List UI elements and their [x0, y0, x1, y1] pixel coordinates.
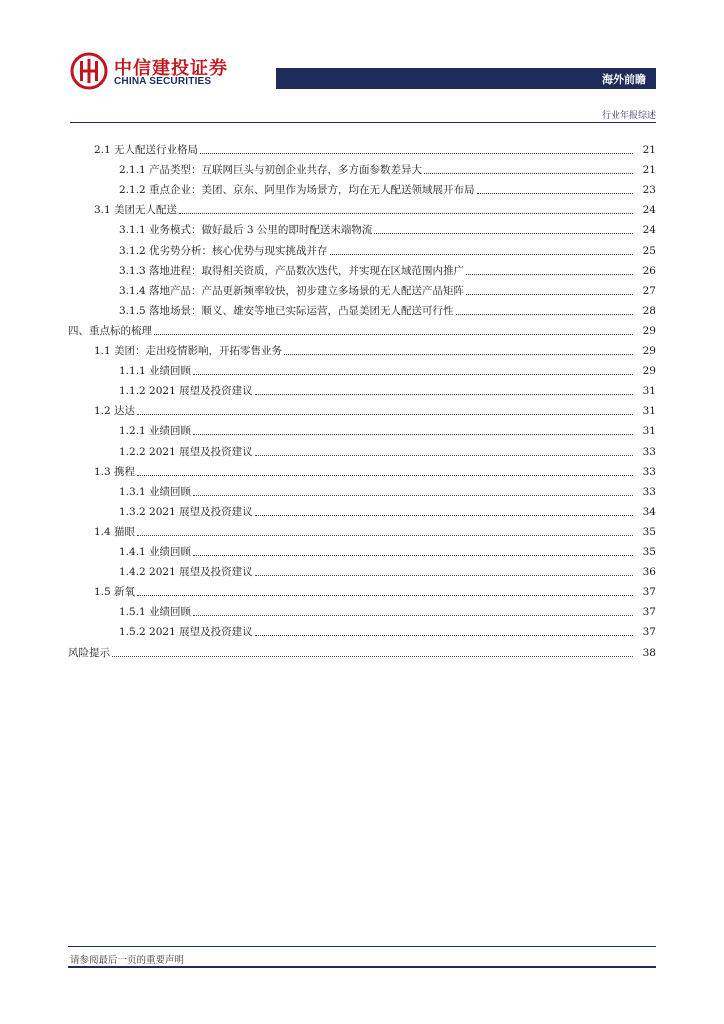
toc-leader-dots — [200, 152, 633, 154]
toc-entry-page: 31 — [642, 425, 656, 438]
toc-entry-page: 29 — [642, 365, 656, 378]
toc-entry-title: 1.4.1 业绩回顾 — [119, 546, 192, 558]
toc-entry[interactable] — [119, 358, 656, 378]
toc-entry-title: 3.1.5 落地场景：顺义、雄安等地已实际运营，凸显美团无人配送可行性 — [119, 304, 454, 317]
toc-entry-page: 24 — [642, 204, 656, 217]
toc-entry[interactable] — [94, 519, 656, 539]
footer-divider — [68, 946, 656, 947]
toc-leader-dots — [330, 253, 633, 255]
toc-entry-page: 37 — [642, 586, 656, 599]
toc-entry[interactable] — [119, 479, 656, 499]
toc-entry-page: 37 — [642, 606, 656, 619]
toc-entry-title: 3.1.3 落地进程：取得相关资质，产品数次迭代，并实现在区域范围内推广 — [119, 264, 465, 277]
toc-entry-page: 33 — [642, 485, 656, 498]
toc-leader-dots — [179, 212, 633, 214]
toc-entry-page: 26 — [642, 264, 656, 277]
toc-entry[interactable] — [94, 459, 656, 479]
toc-entry-page: 36 — [642, 566, 656, 579]
toc-entry-title: 1.3.1 业绩回顾 — [119, 485, 192, 498]
toc-entry[interactable] — [119, 177, 656, 197]
toc-leader-dots — [255, 634, 633, 636]
toc-leader-dots — [193, 433, 633, 435]
section-label: 海外前瞻 — [602, 73, 646, 86]
toc-entry-title: 1.4.2 2021 展望及投资建议 — [119, 566, 253, 579]
toc-entry[interactable] — [119, 157, 656, 177]
toc-entry[interactable] — [94, 398, 656, 418]
toc-leader-dots — [154, 333, 633, 335]
toc-entry[interactable] — [119, 238, 656, 258]
toc-entry-page: 35 — [642, 525, 656, 538]
toc-entry-page: 23 — [642, 184, 656, 197]
toc-leader-dots — [284, 353, 633, 355]
toc-entry[interactable] — [119, 378, 656, 398]
toc-leader-dots — [466, 273, 633, 275]
toc-entry-title: 2.1.1 产品类型：互联网巨头与初创企业共存，多方面参数差异大 — [119, 164, 423, 177]
toc-leader-dots — [137, 594, 633, 596]
toc-entry-page: 29 — [642, 324, 656, 337]
toc-entry-title: 1.5.1 业绩回顾 — [119, 606, 192, 619]
footer-bar — [68, 966, 656, 968]
toc-entry[interactable] — [119, 499, 656, 519]
toc-leader-dots — [255, 574, 633, 576]
toc-entry-title: 1.5.2 2021 展望及投资建议 — [119, 626, 253, 639]
toc-entry-title: 1.1 美团：走出疫情影响，开拓零售业务 — [94, 345, 283, 357]
header-bar — [276, 68, 656, 89]
toc-entry-title: 2.1 无人配送行业格局 — [94, 144, 199, 156]
toc-entry[interactable] — [119, 217, 656, 237]
toc-leader-dots — [137, 534, 633, 536]
header-divider — [70, 122, 656, 123]
toc-leader-dots — [193, 614, 633, 616]
toc-entry[interactable] — [94, 579, 656, 599]
toc-entry[interactable] — [119, 599, 656, 619]
toc-entry-page: 37 — [642, 626, 656, 639]
toc-leader-dots — [466, 293, 633, 295]
toc-entry-page: 25 — [642, 244, 656, 257]
toc-leader-dots — [193, 373, 633, 375]
toc-entry-title: 2.1.2 重点企业：美团、京东、阿里作为场景方，均在无人配送领域展开布局 — [119, 184, 475, 197]
toc-entry-page: 24 — [642, 224, 656, 237]
report-type: 行业年报综述 — [601, 111, 656, 121]
toc-leader-dots — [193, 554, 633, 556]
toc-entry[interactable] — [119, 278, 656, 298]
toc-leader-dots — [193, 494, 633, 496]
toc-entry-title: 1.3.2 2021 展望及投资建议 — [119, 505, 253, 518]
toc-leader-dots — [477, 192, 633, 194]
citic-logo-icon — [70, 52, 108, 90]
toc-leader-dots — [424, 172, 633, 174]
toc-entry-page: 35 — [642, 546, 656, 558]
toc-entry-page: 27 — [642, 284, 656, 297]
logo-chinese-name: 中信建投证券 — [114, 58, 228, 79]
toc-leader-dots — [112, 655, 633, 657]
toc-leader-dots — [255, 393, 633, 395]
toc-entry-title: 1.2.1 业绩回顾 — [119, 425, 192, 438]
toc-entry[interactable] — [119, 559, 656, 579]
toc-entry-page: 31 — [642, 385, 656, 398]
toc-entry-title: 1.1.1 业绩回顾 — [119, 365, 192, 378]
toc-entry-page: 33 — [642, 445, 656, 458]
toc-entry-page: 28 — [642, 304, 656, 317]
toc-entry-title: 1.2.2 2021 展望及投资建议 — [119, 445, 253, 458]
toc-leader-dots — [456, 313, 633, 315]
toc-entry-title: 3.1 美团无人配送 — [94, 204, 178, 217]
toc-entry-title: 3.1.2 优劣势分析：核心优势与现实挑战并存 — [119, 244, 328, 257]
toc-entry[interactable] — [94, 338, 656, 358]
toc-entry-page: 29 — [642, 345, 656, 357]
toc-entry[interactable] — [119, 539, 656, 559]
toc-entry-page: 38 — [642, 646, 656, 659]
footer-disclaimer: 请参阅最后一页的重要声明 — [70, 955, 185, 966]
toc-entry-title: 风险提示 — [68, 646, 110, 659]
toc-leader-dots — [374, 232, 633, 234]
toc-entry-title: 3.1.1 业务模式：做好最后 3 公里的即时配送末端物流 — [119, 224, 373, 237]
toc-leader-dots — [137, 413, 633, 415]
toc-entry-page: 31 — [642, 405, 656, 418]
toc-entry[interactable] — [119, 619, 656, 639]
toc-entry-page: 21 — [642, 144, 656, 156]
toc-leader-dots — [137, 474, 633, 476]
toc-entry-title: 四、重点标的梳理 — [68, 324, 152, 337]
toc-entry[interactable] — [119, 258, 656, 278]
toc-entry[interactable] — [119, 439, 656, 459]
toc-entry-title: 1.4 猫眼 — [94, 525, 136, 538]
toc-entry[interactable] — [68, 318, 656, 338]
toc-entry[interactable] — [119, 418, 656, 438]
logo-english-name: CHINA SECURITIES — [114, 76, 212, 87]
toc-entry-title: 1.2 达达 — [94, 405, 136, 418]
toc-leader-dots — [255, 454, 633, 456]
toc-entry-page: 34 — [642, 505, 656, 518]
toc-entry[interactable] — [119, 298, 656, 318]
toc-entry[interactable] — [94, 197, 656, 217]
toc-entry[interactable] — [94, 137, 656, 157]
toc-entry-title: 1.3 携程 — [94, 465, 136, 478]
toc-entry[interactable] — [68, 640, 656, 660]
company-logo — [70, 52, 290, 92]
toc-entry-page: 33 — [642, 465, 656, 478]
toc-entry-page: 21 — [642, 164, 656, 177]
toc-entry-title: 3.1.4 落地产品：产品更新频率较快，初步建立多场景的无人配送产品矩阵 — [119, 284, 465, 297]
toc-leader-dots — [255, 514, 633, 516]
toc-entry-title: 1.5 新氧 — [94, 586, 136, 599]
toc-entry-title: 1.1.2 2021 展望及投资建议 — [119, 385, 253, 398]
